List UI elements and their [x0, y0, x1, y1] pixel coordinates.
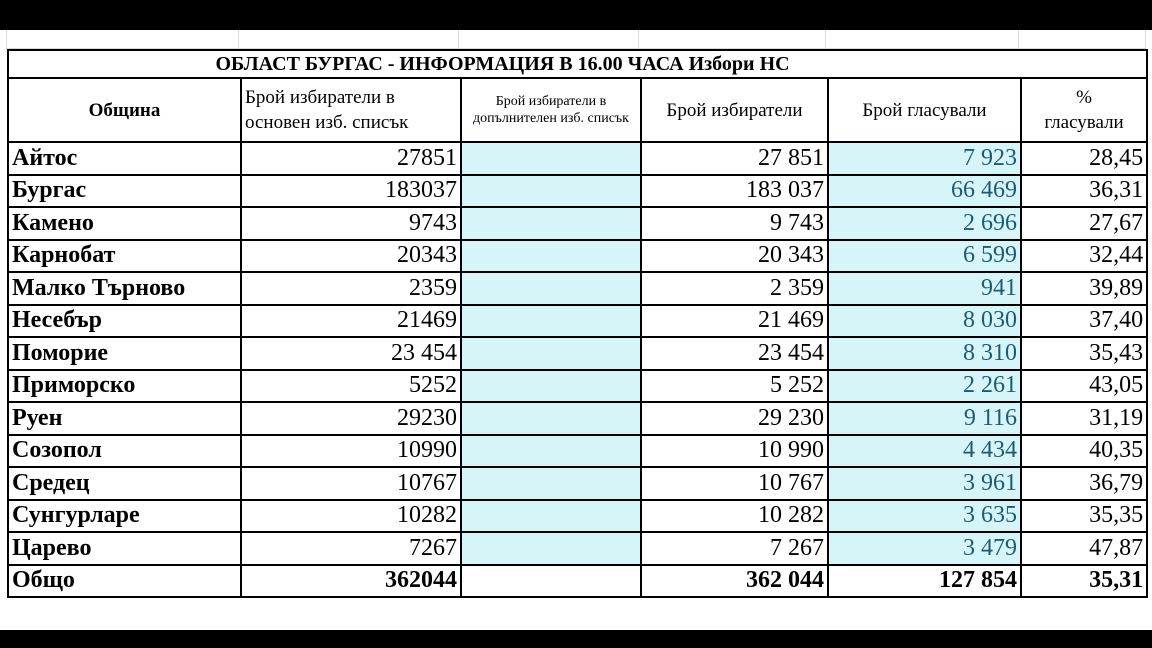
cell-voters: 2 359: [641, 272, 828, 305]
cell-municipality: Средец: [8, 467, 241, 500]
cell-main-list: 10767: [241, 467, 461, 500]
cell-voters: 9 743: [641, 207, 828, 240]
table-row: [8, 402, 1147, 435]
cell-voted: 3 479: [828, 532, 1021, 565]
header-percent-symbol: %: [1076, 87, 1092, 108]
cell-additional-list: [461, 467, 641, 500]
table-row: [8, 272, 1147, 305]
cell-percent: 40,35: [1021, 435, 1147, 468]
cell-municipality: Поморие: [8, 337, 241, 370]
cell-additional-list: [461, 402, 641, 435]
cell-main-list: 23 454: [241, 337, 461, 370]
cell-main-list: 362044: [241, 565, 461, 598]
cell-percent: 37,40: [1021, 305, 1147, 338]
cell-municipality: Айтос: [8, 142, 241, 175]
cell-voters: 183 037: [641, 175, 828, 208]
cell-voters: 10 767: [641, 467, 828, 500]
cell-percent: 31,19: [1021, 402, 1147, 435]
table-row: [8, 337, 1147, 370]
table-row: [8, 305, 1147, 338]
header-additional-list: [461, 78, 641, 142]
cell-voted: 8 310: [828, 337, 1021, 370]
cell-voters: 29 230: [641, 402, 828, 435]
cell-municipality: Руен: [8, 402, 241, 435]
cell-percent: 47,87: [1021, 532, 1147, 565]
cell-voted: 7 923: [828, 142, 1021, 175]
cell-voters: 21 469: [641, 305, 828, 338]
table-title: ОБЛАСТ БУРГАС - ИНФОРМАЦИЯ В 16.00 ЧАСА Избори НС: [8, 50, 1147, 78]
spreadsheet-sheet: [0, 30, 1152, 630]
spreadsheet-ghost-row: [6, 30, 1146, 49]
cell-additional-list: [461, 337, 641, 370]
cell-percent: 35,43: [1021, 337, 1147, 370]
cell-additional-list: [461, 272, 641, 305]
cell-additional-list: [461, 207, 641, 240]
header-additional-list-text: Брой избиратели в допълнителен изб. списък: [473, 94, 629, 126]
cell-main-list: 9743: [241, 207, 461, 240]
cell-percent: 28,45: [1021, 142, 1147, 175]
header-percent: [1021, 78, 1147, 142]
cell-additional-list: [461, 370, 641, 403]
table-row: [8, 500, 1147, 533]
cell-municipality: Приморско: [8, 370, 241, 403]
cell-municipality: Созопол: [8, 435, 241, 468]
cell-additional-list: [461, 565, 641, 598]
cell-additional-list: [461, 435, 641, 468]
cell-main-list: 20343: [241, 240, 461, 273]
cell-percent: 32,44: [1021, 240, 1147, 273]
cell-main-list: 2359: [241, 272, 461, 305]
table-row: [8, 175, 1147, 208]
header-municipality: Община: [8, 78, 241, 142]
cell-main-list: 7267: [241, 532, 461, 565]
cell-voters: 23 454: [641, 337, 828, 370]
cell-voted: 2 261: [828, 370, 1021, 403]
cell-municipality: Камено: [8, 207, 241, 240]
cell-additional-list: [461, 532, 641, 565]
table-row: [8, 467, 1147, 500]
cell-main-list: 10990: [241, 435, 461, 468]
cell-main-list: 5252: [241, 370, 461, 403]
cell-percent: 27,67: [1021, 207, 1147, 240]
cell-voted: 127 854: [828, 565, 1021, 598]
cell-additional-list: [461, 500, 641, 533]
cell-main-list: 21469: [241, 305, 461, 338]
cell-additional-list: [461, 175, 641, 208]
table-row: [8, 435, 1147, 468]
cell-additional-list: [461, 305, 641, 338]
cell-voted: 3 635: [828, 500, 1021, 533]
cell-main-list: 183037: [241, 175, 461, 208]
table-row: [8, 240, 1147, 273]
cell-percent: 43,05: [1021, 370, 1147, 403]
cell-voted: 941: [828, 272, 1021, 305]
cell-additional-list: [461, 240, 641, 273]
table-row: [8, 532, 1147, 565]
cell-percent: 35,31: [1021, 565, 1147, 598]
cell-percent: 36,31: [1021, 175, 1147, 208]
cell-additional-list: [461, 142, 641, 175]
cell-main-list: 10282: [241, 500, 461, 533]
cell-voters: 362 044: [641, 565, 828, 598]
cell-voters: 5 252: [641, 370, 828, 403]
cell-main-list: 29230: [241, 402, 461, 435]
cell-voted: 66 469: [828, 175, 1021, 208]
cell-main-list: 27851: [241, 142, 461, 175]
table-row: [8, 370, 1147, 403]
header-main-list: Брой избиратели в основен изб. списък: [241, 78, 461, 142]
cell-voters: 7 267: [641, 532, 828, 565]
cell-municipality: Царево: [8, 532, 241, 565]
cell-voted: 6 599: [828, 240, 1021, 273]
table-row: [8, 142, 1147, 175]
cell-voted: 2 696: [828, 207, 1021, 240]
header-percent-label: гласували: [1044, 112, 1124, 133]
cell-municipality: Бургас: [8, 175, 241, 208]
header-voters: Брой избиратели: [641, 78, 828, 142]
cell-voters: 10 990: [641, 435, 828, 468]
header-voted: Брой гласували: [828, 78, 1021, 142]
cell-municipality: Сунгурларе: [8, 500, 241, 533]
cell-percent: 36,79: [1021, 467, 1147, 500]
cell-voted: 3 961: [828, 467, 1021, 500]
cell-municipality: Несебър: [8, 305, 241, 338]
turnout-table: [7, 49, 1148, 598]
cell-voted: 8 030: [828, 305, 1021, 338]
cell-voters: 10 282: [641, 500, 828, 533]
cell-voters: 20 343: [641, 240, 828, 273]
cell-percent: 35,35: [1021, 500, 1147, 533]
cell-voters: 27 851: [641, 142, 828, 175]
cell-municipality: Малко Търново: [8, 272, 241, 305]
cell-municipality: Общо: [8, 565, 241, 598]
cell-voted: 4 434: [828, 435, 1021, 468]
cell-percent: 39,89: [1021, 272, 1147, 305]
cell-municipality: Карнобат: [8, 240, 241, 273]
total-row: [8, 565, 1147, 598]
cell-voted: 9 116: [828, 402, 1021, 435]
table-row: [8, 207, 1147, 240]
